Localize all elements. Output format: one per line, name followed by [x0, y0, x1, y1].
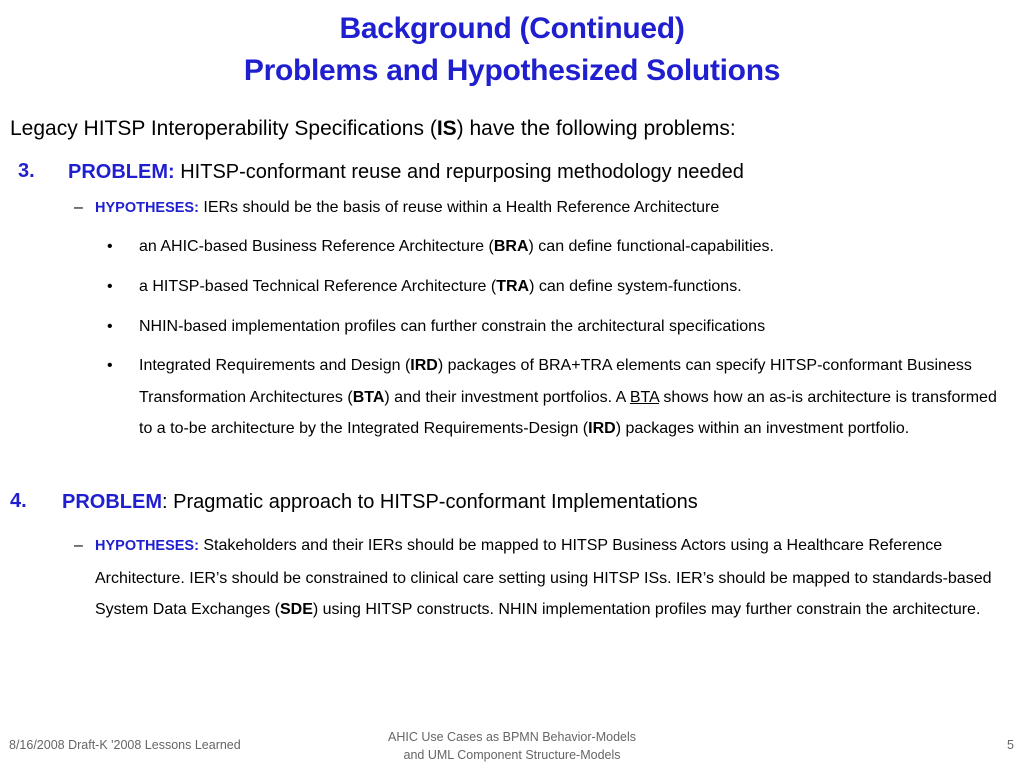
problem-3-text: HITSP-conformant reuse and repurposing methodology needed — [174, 161, 744, 183]
problem-3-label: PROBLEM: — [68, 161, 175, 183]
problem-4-hyp-text-a: Stakeholders and their IERs should be mapped to HITSP Business Actors using a Healthcare Reference Architecture. IER’s should be constrained to clinical care setting using HITSP ISs. IER’s should be mapped to standards-based System Data Exchanges ( — [95, 537, 992, 618]
bullet-4-text-b: ) packages of BRA+TRA elements can specify HITSP-conformant Business Transformation Architectures ( — [139, 357, 972, 406]
dash-marker: – — [74, 537, 83, 554]
bullet-4-bold-1: IRD — [410, 357, 438, 374]
footer-title-line-2: and UML Component Structure-Models — [403, 748, 621, 762]
bullet-4-text-e: ) packages within an investment portfolio. — [615, 420, 910, 437]
footer-title-line-1: AHIC Use Cases as BPMN Behavior-Models — [388, 730, 636, 744]
bullet-marker: • — [107, 357, 113, 374]
problem-4-hypotheses — [95, 530, 1005, 626]
problem-3-heading — [68, 157, 744, 187]
bullet-marker: • — [107, 278, 113, 295]
bullet-3-text: NHIN-based implementation profiles can further constrain the architectural specifications — [139, 318, 766, 335]
dash-marker: – — [74, 199, 83, 216]
bullet-4-text-c: ) and their investment portfolios. A — [384, 388, 630, 406]
bullet-2-text-a: a HITSP-based Technical Reference Architecture ( — [139, 278, 497, 295]
intro-prefix: Legacy HITSP Interoperability Specifications ( — [10, 117, 437, 140]
problem-4-text: : Pragmatic approach to HITSP-conformant Implementations — [162, 491, 698, 513]
bullet-marker: • — [107, 318, 113, 335]
problem-4-heading — [62, 487, 698, 517]
bullet-4-bold-3: IRD — [588, 420, 616, 437]
bullet-1-text-a: an AHIC-based Business Reference Architecture ( — [139, 238, 494, 255]
bullet-1-bold: BRA — [493, 238, 529, 255]
bullet-4-underline: BTA — [629, 388, 659, 406]
slide-title — [0, 8, 1024, 92]
problem-4-hyp-bold: SDE — [279, 601, 313, 618]
hypotheses-text: IERs should be the basis of reuse within a Health Reference Architecture — [198, 199, 720, 216]
footer-title — [312, 728, 712, 764]
footer-date: 8/16/2008 Draft-K '2008 Lessons Learned — [9, 738, 241, 752]
bullet-4-text-d: shows how an as-is architecture is transformed to a to-be architecture by the Integrated Requirements-Design ( — [139, 388, 997, 437]
hypotheses-label: HYPOTHESES: — [95, 538, 199, 554]
bullet-4-text — [139, 350, 1009, 445]
intro-suffix: ) have the following problems: — [456, 117, 736, 140]
bullet-4-text-a: Integrated Requirements and Design ( — [139, 357, 411, 374]
bullet-2-bold: TRA — [496, 278, 530, 295]
intro-bold: IS — [436, 117, 457, 140]
title-line-1: Background (Continued) — [339, 12, 685, 45]
intro-text — [10, 114, 736, 144]
problem-3-number: 3. — [18, 160, 35, 182]
hypotheses-label: HYPOTHESES: — [95, 200, 199, 216]
problem-4-number: 4. — [10, 490, 27, 512]
slide-number: 5 — [1007, 738, 1014, 752]
problem-4-label: PROBLEM — [62, 491, 162, 513]
bullet-4-bold-2: BTA — [352, 388, 385, 406]
bullet-2-text-b: ) can define system-functions. — [529, 278, 742, 295]
bullet-marker: • — [107, 238, 113, 255]
bullet-1-text-b: ) can define functional-capabilities. — [528, 238, 774, 255]
problem-4-hyp-text-b: ) using HITSP constructs. NHIN implementation profiles may further constrain the architecture. — [312, 601, 981, 618]
title-line-2: Problems and Hypothesized Solutions — [243, 54, 781, 87]
